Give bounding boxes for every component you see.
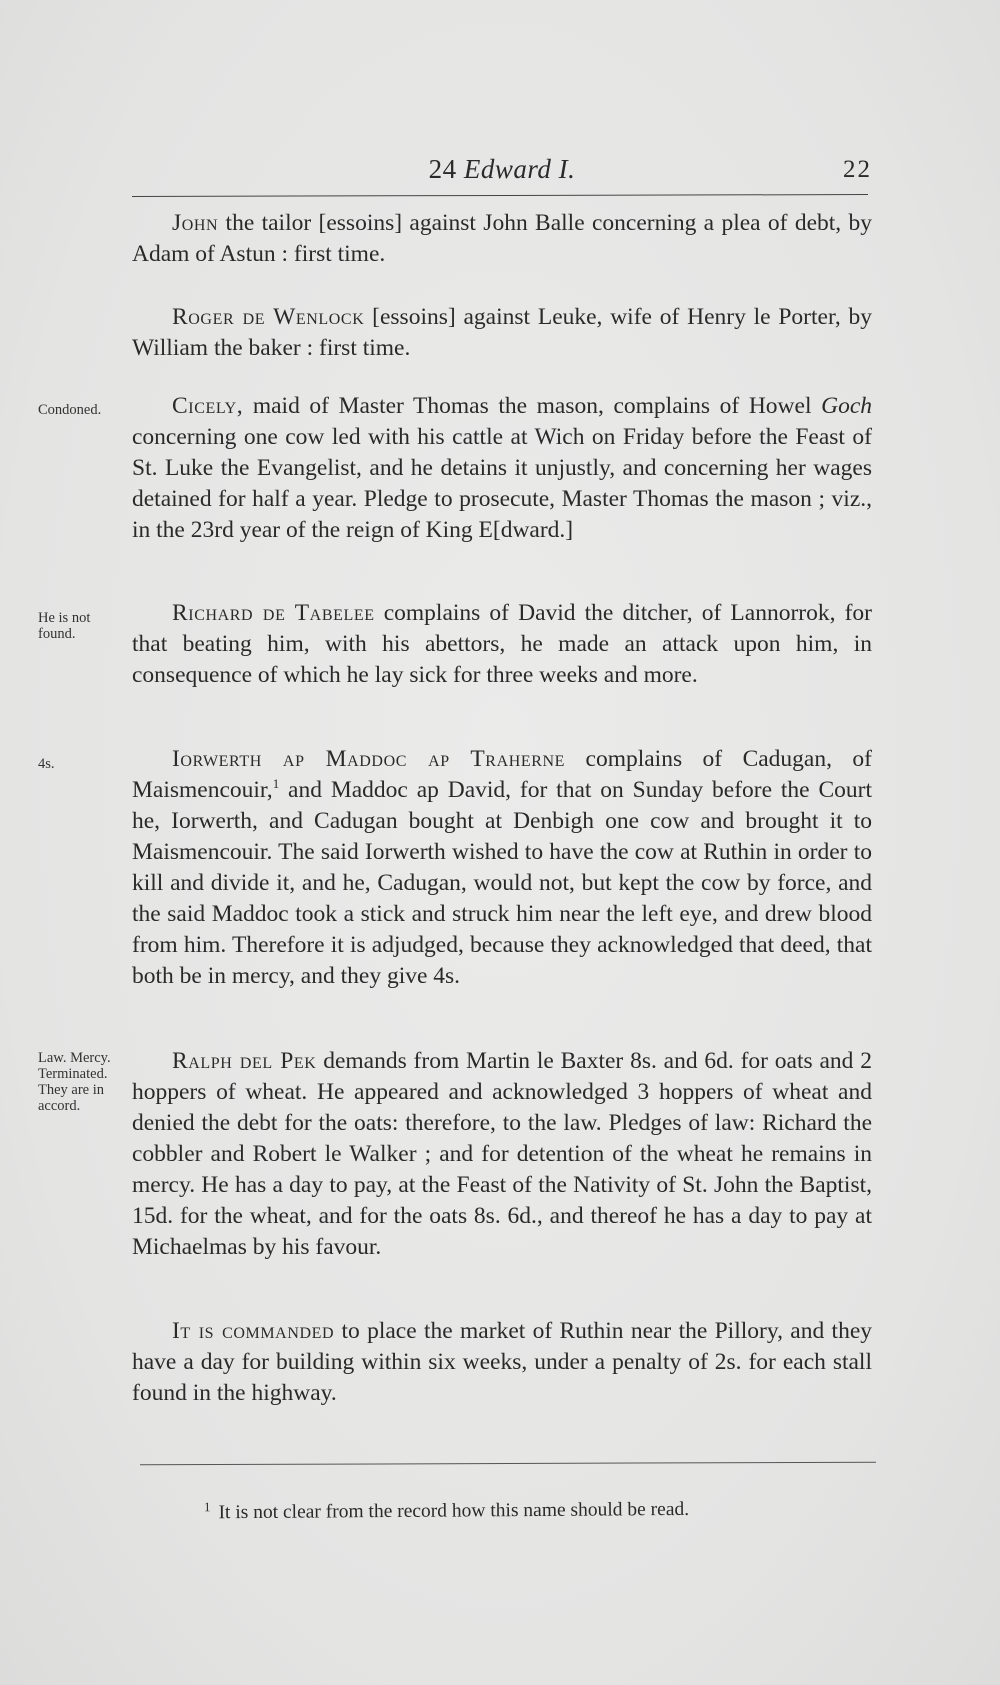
running-head-title (132, 154, 872, 185)
entry-italic-name: Goch (821, 393, 872, 419)
entry-text: the tailor [essoins] against John Balle concerning a plea of debt, by Adam of Astun : first time. (132, 210, 872, 267)
margin-note-fine: 4s. (38, 756, 55, 772)
entry-text: demands from Martin le Baxter 8s. and 6d. for oats and 2 hoppers of wheat. He appeared and acknowledged 3 hoppers of wheat and denied the debt for the oats: therefore, to the law. Pledges of law: Richard the cobbler and Robert le Walker ; and for detention of the wheat he remains in mercy. He has a day to pay, at the Feast of the Nativity of St. John the Baptist, 15d. for the wheat, and for the oats 8s. 6d., and thereof he has a day to pay at Michaelmas by his favour. (132, 1048, 872, 1260)
entry-text: to place the market of Ruthin near the Pillory, and they have a day for building within six weeks, under a penalty of 2s. for each stall found in the highway. (132, 1318, 872, 1406)
entry-ralph-del-pek (132, 1046, 872, 1263)
entry-lead: Iorwerth ap Maddoc ap Traherne (172, 746, 566, 772)
margin-note-law-mercy: Law. Mercy. Terminated. They are in accord. (38, 1050, 111, 1114)
entry-text: complains of Cadugan, of Maismencouir, (132, 746, 873, 803)
footnote-reference: 1 (272, 776, 280, 792)
page-number: 22 (843, 156, 872, 183)
margin-note-condoned: Condoned. (38, 402, 102, 418)
entry-richard-de-tabelee (132, 598, 872, 691)
footnote (204, 1491, 864, 1526)
entry-lead: Cicely, (172, 393, 244, 419)
header-rule (132, 194, 868, 197)
entry-lead: It is commanded (172, 1318, 335, 1344)
entry-lead: Richard de Tabelee (172, 600, 375, 626)
entry-john-the-tailor (132, 208, 872, 270)
footnote-mark: 1 (203, 1499, 211, 1515)
entry-lead: Roger de Wenlock (172, 304, 365, 330)
footnote-rule (140, 1462, 876, 1466)
margin-note-not-found: He is not found. (38, 610, 91, 642)
entry-text: [essoins] against Leuke, wife of Henry le Porter, by William the baker : first time. (132, 304, 873, 361)
entry-text: concerning one cow led with his cattle at Wich on Friday before the Feast of St. Luke the Evangelist, and he detains it unjustly, and concerning her wages detained for half a year. Pledge to prosecute, Master Thomas the mason ; viz., in the 23rd year of the reign of King E[dward.] (132, 424, 872, 543)
king-name: Edward I. (463, 154, 576, 184)
entry-text: and Maddoc ap David, for that on Sunday before the Court he, Iorwerth, and Cadugan bought at Denbigh one cow and brought it to Maismencouir. The said Iorwerth wished to have the cow at Ruthin in order to kill and divide it, and he, Cadugan, would not, but kept the cow by force, and the said Maddoc took a stick and struck him near the left eye, and drew blood from him. Therefore it is adjudged, because they acknowledged that deed, that both be in mercy, and they give 4s. (132, 777, 872, 989)
entry-lead: Ralph del Pek (172, 1048, 317, 1074)
entry-text: complains of David the ditcher, of Lannorrok, for that beating him, with his abettors, he made an attack upon him, in consequence of which he lay sick for three weeks and more. (132, 600, 872, 688)
entry-cicely (132, 391, 872, 546)
running-head (132, 154, 872, 190)
entry-iorwerth (132, 744, 872, 992)
entry-it-is-commanded (132, 1316, 872, 1409)
regnal-year: 24 (428, 154, 457, 184)
entry-roger-de-wenlock (132, 302, 872, 364)
entry-lead: John (172, 210, 219, 236)
entry-text: maid of Master Thomas the mason, complains of Howel (243, 393, 822, 419)
footnote-text: It is not clear from the record how this name should be read. (218, 1498, 690, 1524)
